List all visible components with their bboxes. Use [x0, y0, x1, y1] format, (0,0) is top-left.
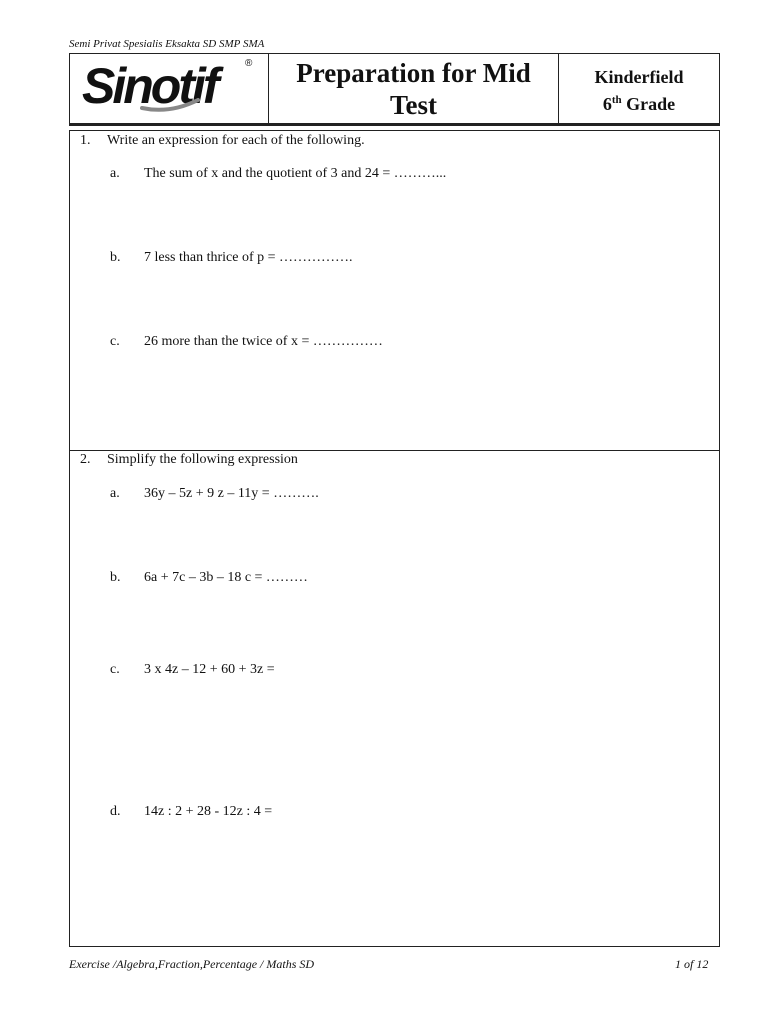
item-label: c.	[110, 662, 120, 677]
worksheet-header	[69, 53, 720, 124]
item-text: 14z : 2 + 28 - 12z : 4 =	[144, 804, 273, 819]
item-label: d.	[110, 804, 121, 819]
item-label: c.	[110, 334, 120, 349]
worksheet-title	[269, 54, 559, 123]
header-divider	[69, 123, 720, 126]
logo-swoosh-icon	[140, 98, 200, 112]
item-text: 7 less than thrice of p = …………….	[144, 250, 353, 265]
organization-name: Semi Privat Spesialis Eksakta SD SMP SMA	[69, 38, 265, 50]
item-text: 3 x 4z – 12 + 60 + 3z =	[144, 662, 275, 677]
item-label: a.	[110, 166, 120, 181]
sinotif-logo: Sinotif	[82, 58, 217, 114]
item-text: 36y – 5z + 9 z – 11y = ……….	[144, 486, 319, 501]
grade-label	[559, 89, 719, 116]
question-text: Write an expression for each of the following.	[107, 133, 365, 148]
item-label: b.	[110, 570, 121, 585]
grade-word: Grade	[626, 94, 676, 114]
item-text: 26 more than the twice of x = ……………	[144, 334, 383, 349]
question-text: Simplify the following expression	[107, 452, 298, 467]
item-text: The sum of x and the quotient of 3 and 24 = ………...	[144, 166, 447, 181]
registered-mark: ®	[245, 58, 253, 69]
question-number: 2.	[80, 452, 91, 467]
grade-info	[559, 54, 719, 123]
question-number: 1.	[80, 133, 91, 148]
item-label: a.	[110, 486, 120, 501]
school-name: Kinderfield	[594, 67, 684, 87]
item-text: 6a + 7c – 3b – 18 c = ………	[144, 570, 308, 585]
grade-suffix: th	[611, 94, 622, 106]
question-2-box	[69, 450, 720, 947]
item-label: b.	[110, 250, 121, 265]
page-number: 1 of 12	[675, 957, 709, 971]
footer-subject: Exercise /Algebra,Fraction,Percentage / Maths SD	[69, 957, 315, 971]
grade-number: 6	[602, 94, 612, 114]
title-line-2: Test	[389, 90, 437, 120]
title-line-1: Preparation for Mid	[296, 58, 531, 88]
logo-cell	[70, 54, 269, 123]
question-1-box	[69, 130, 720, 451]
